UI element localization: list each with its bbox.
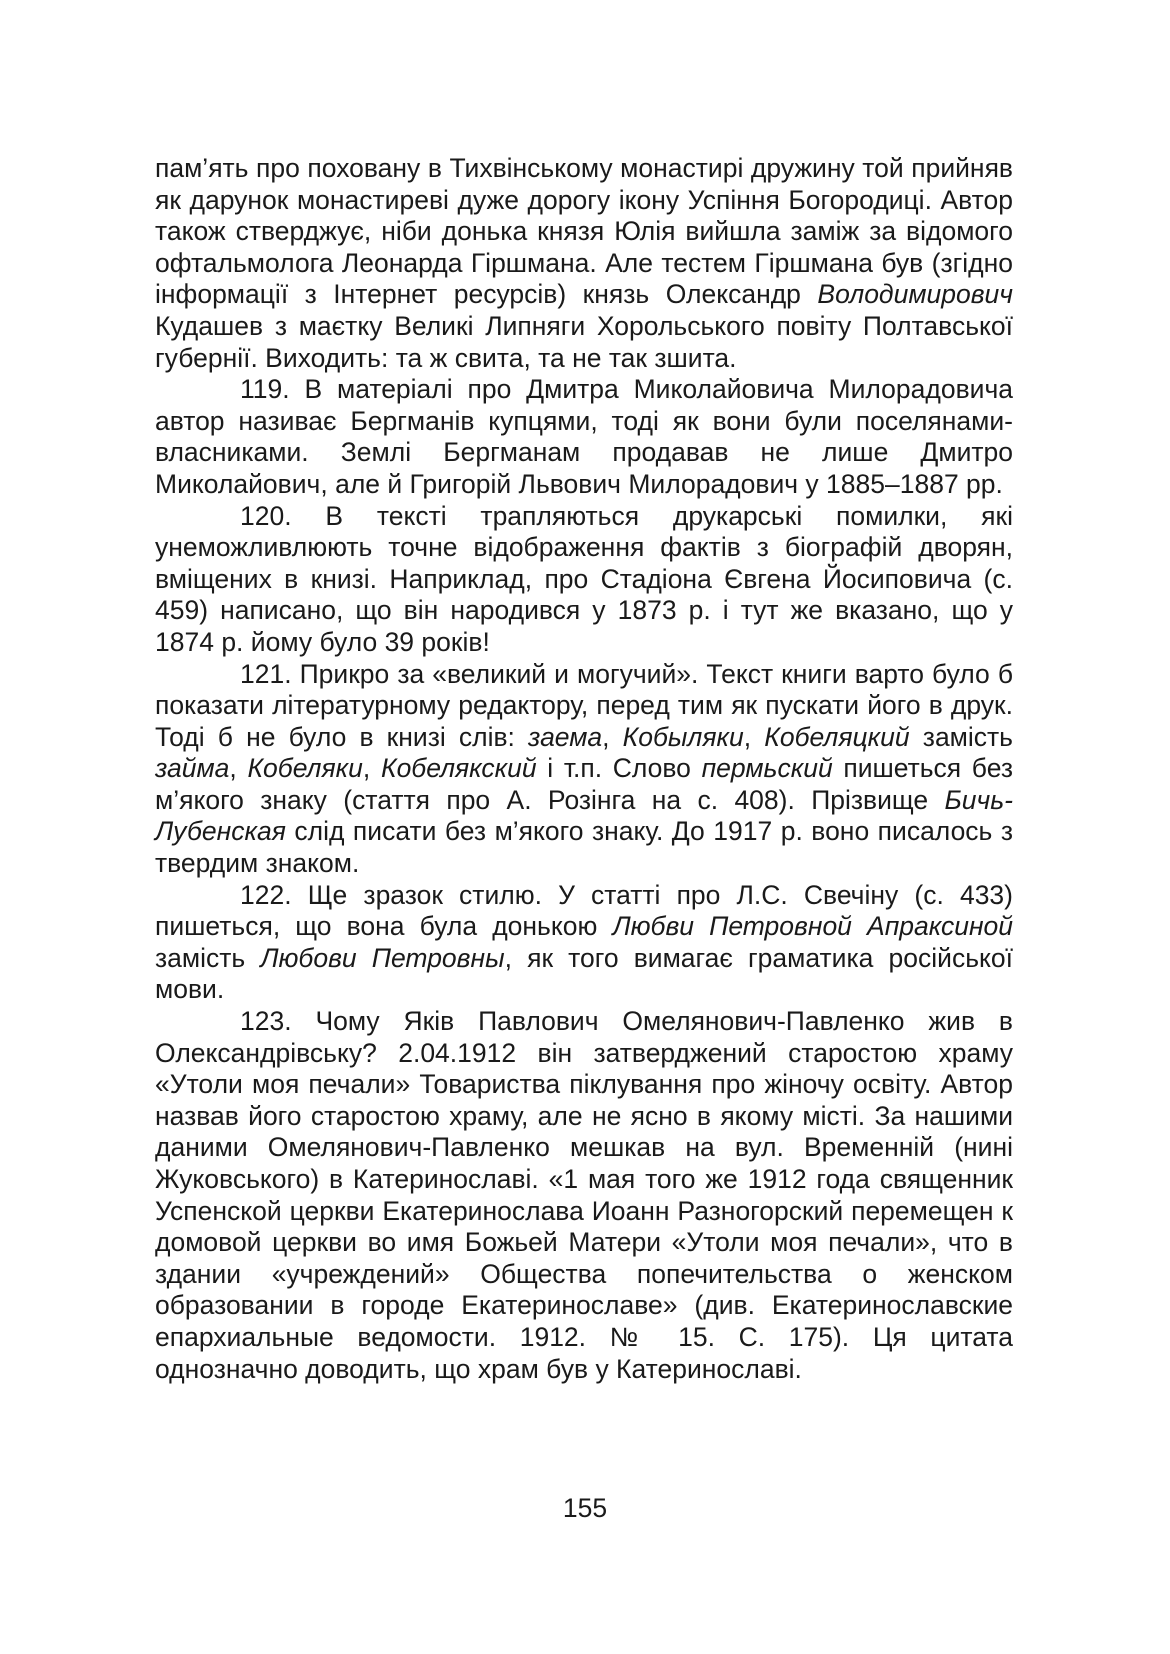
paragraph-123 (155, 1006, 1013, 1385)
paragraph-122 (155, 880, 1013, 1006)
text-run: 121. Прикро за «великий и могучий». Текст книги варто було б показати літературному редактору, перед тим як пускати його в друк. Тоді б не було в книзі слів: (155, 658, 1013, 752)
page-number: 155 (562, 1493, 608, 1523)
text-run: 120. В тексті трапляються друкарські помилки, які унеможливлюють точне відображення фактів з біографій дворян, вміщених в книзі. Наприклад, про Стадіона Євгена Йосиповича (с. 459) написано, що він народився у 1873 р. і тут же вказано, що у 1874 р. йому було 39 років! (155, 500, 1013, 657)
paragraph-120 (155, 501, 1013, 659)
paragraph-continuation (155, 153, 1013, 374)
italic-text-run: Володимирович (817, 279, 1013, 310)
text-run: , (362, 753, 381, 784)
italic-text-run: Бичь-Лубенская (155, 784, 1013, 847)
paragraph-119 (155, 374, 1013, 500)
paragraph-121 (155, 659, 1013, 880)
italic-text-run: заема (528, 721, 603, 752)
text-run: і т.п. Слово (536, 753, 702, 784)
text-run: , (743, 721, 765, 752)
italic-text-run: Кобелякский (380, 753, 537, 784)
italic-text-run: Кобыляки (622, 721, 744, 752)
italic-text-run: пермьский (701, 753, 833, 784)
text-run: пам’ять про поховану в Тихвінському монастирі дружину той прийняв як дарунок монастиреві дуже дорогу ікону Успіння Богородиці. Автор також стверджує, ніби донька князя Юлія вийшла заміж за відомого офтальмолога Леонарда Гіршмана. Але тестем Гіршмана був (згідно інформації з Інтернет ресурсів) князь Олександр (155, 153, 1013, 310)
text-run: замість (909, 721, 1013, 752)
text-run: Кудашев з маєтку Великі Липняги Хорольського повіту Полтавської губернії. Виходить: та ж свита, та не так зшита. (155, 310, 1013, 373)
text-run: замість (155, 942, 261, 973)
text-run: пишеться без м’якого знаку (стаття про А. Розінга на с. 408). Прізвище (155, 753, 1013, 815)
italic-text-run: Любви Петровной Апраксиной (612, 911, 1014, 942)
italic-text-run: Кобеляки (247, 753, 363, 784)
text-run: , (602, 721, 623, 752)
text-run: , (229, 753, 248, 784)
text-run: 123. Чому Яків Павлович Омелянович-Павленко жив в Олександрівську? 2.04.1912 він затверджений старостою храму «Утоли моя печали» Товариства піклування про жіночу освіту. Автор назвав його старостою храму, але не ясно в якому місті. За нашими даними Омелянович-Павленко мешкав на вул. Временній (нині Жуковського) в Катеринославі. «1 мая того же 1912 года священник Успенской церкви Екатеринослава Иоанн Разногорский перемещен к домовой церкви во имя Божьей Матери «Утоли моя печали», что в здании «учреждений» Общества попечительства о женском образовании в городе Екатеринославе» (див. Екатеринославские епархиальные ведомости. 1912. № 15. С. 175). Ця цитата однозначно доводить, що храм був у Катеринославі. (155, 1006, 1013, 1384)
italic-text-run: Любови Петровны (260, 942, 505, 973)
text-run: 122. Ще зразок стилю. У статті про Л.С. Свечіну (с. 433) пишеться, що вона була донькою (155, 879, 1013, 942)
text-run: слід писати без м’якого знаку. До 1917 р. воно писалось з твердим знаком. (155, 816, 1013, 879)
body-text (155, 153, 1013, 1385)
italic-text-run: займа (155, 753, 230, 784)
text-run: 119. В матеріалі про Дмитра Миколайовича Милорадовича автор називає Бергманів купцями, тоді як вони були поселянами-власниками. Землі Бергманам продавав не лише Дмитро Миколайович, але й Григорій Львович Милорадович у 1885–1887 рр. (155, 374, 1013, 499)
italic-text-run: Кобеляцкий (764, 721, 910, 752)
text-run: , як того вимагає граматика російської мови. (155, 942, 1013, 1005)
